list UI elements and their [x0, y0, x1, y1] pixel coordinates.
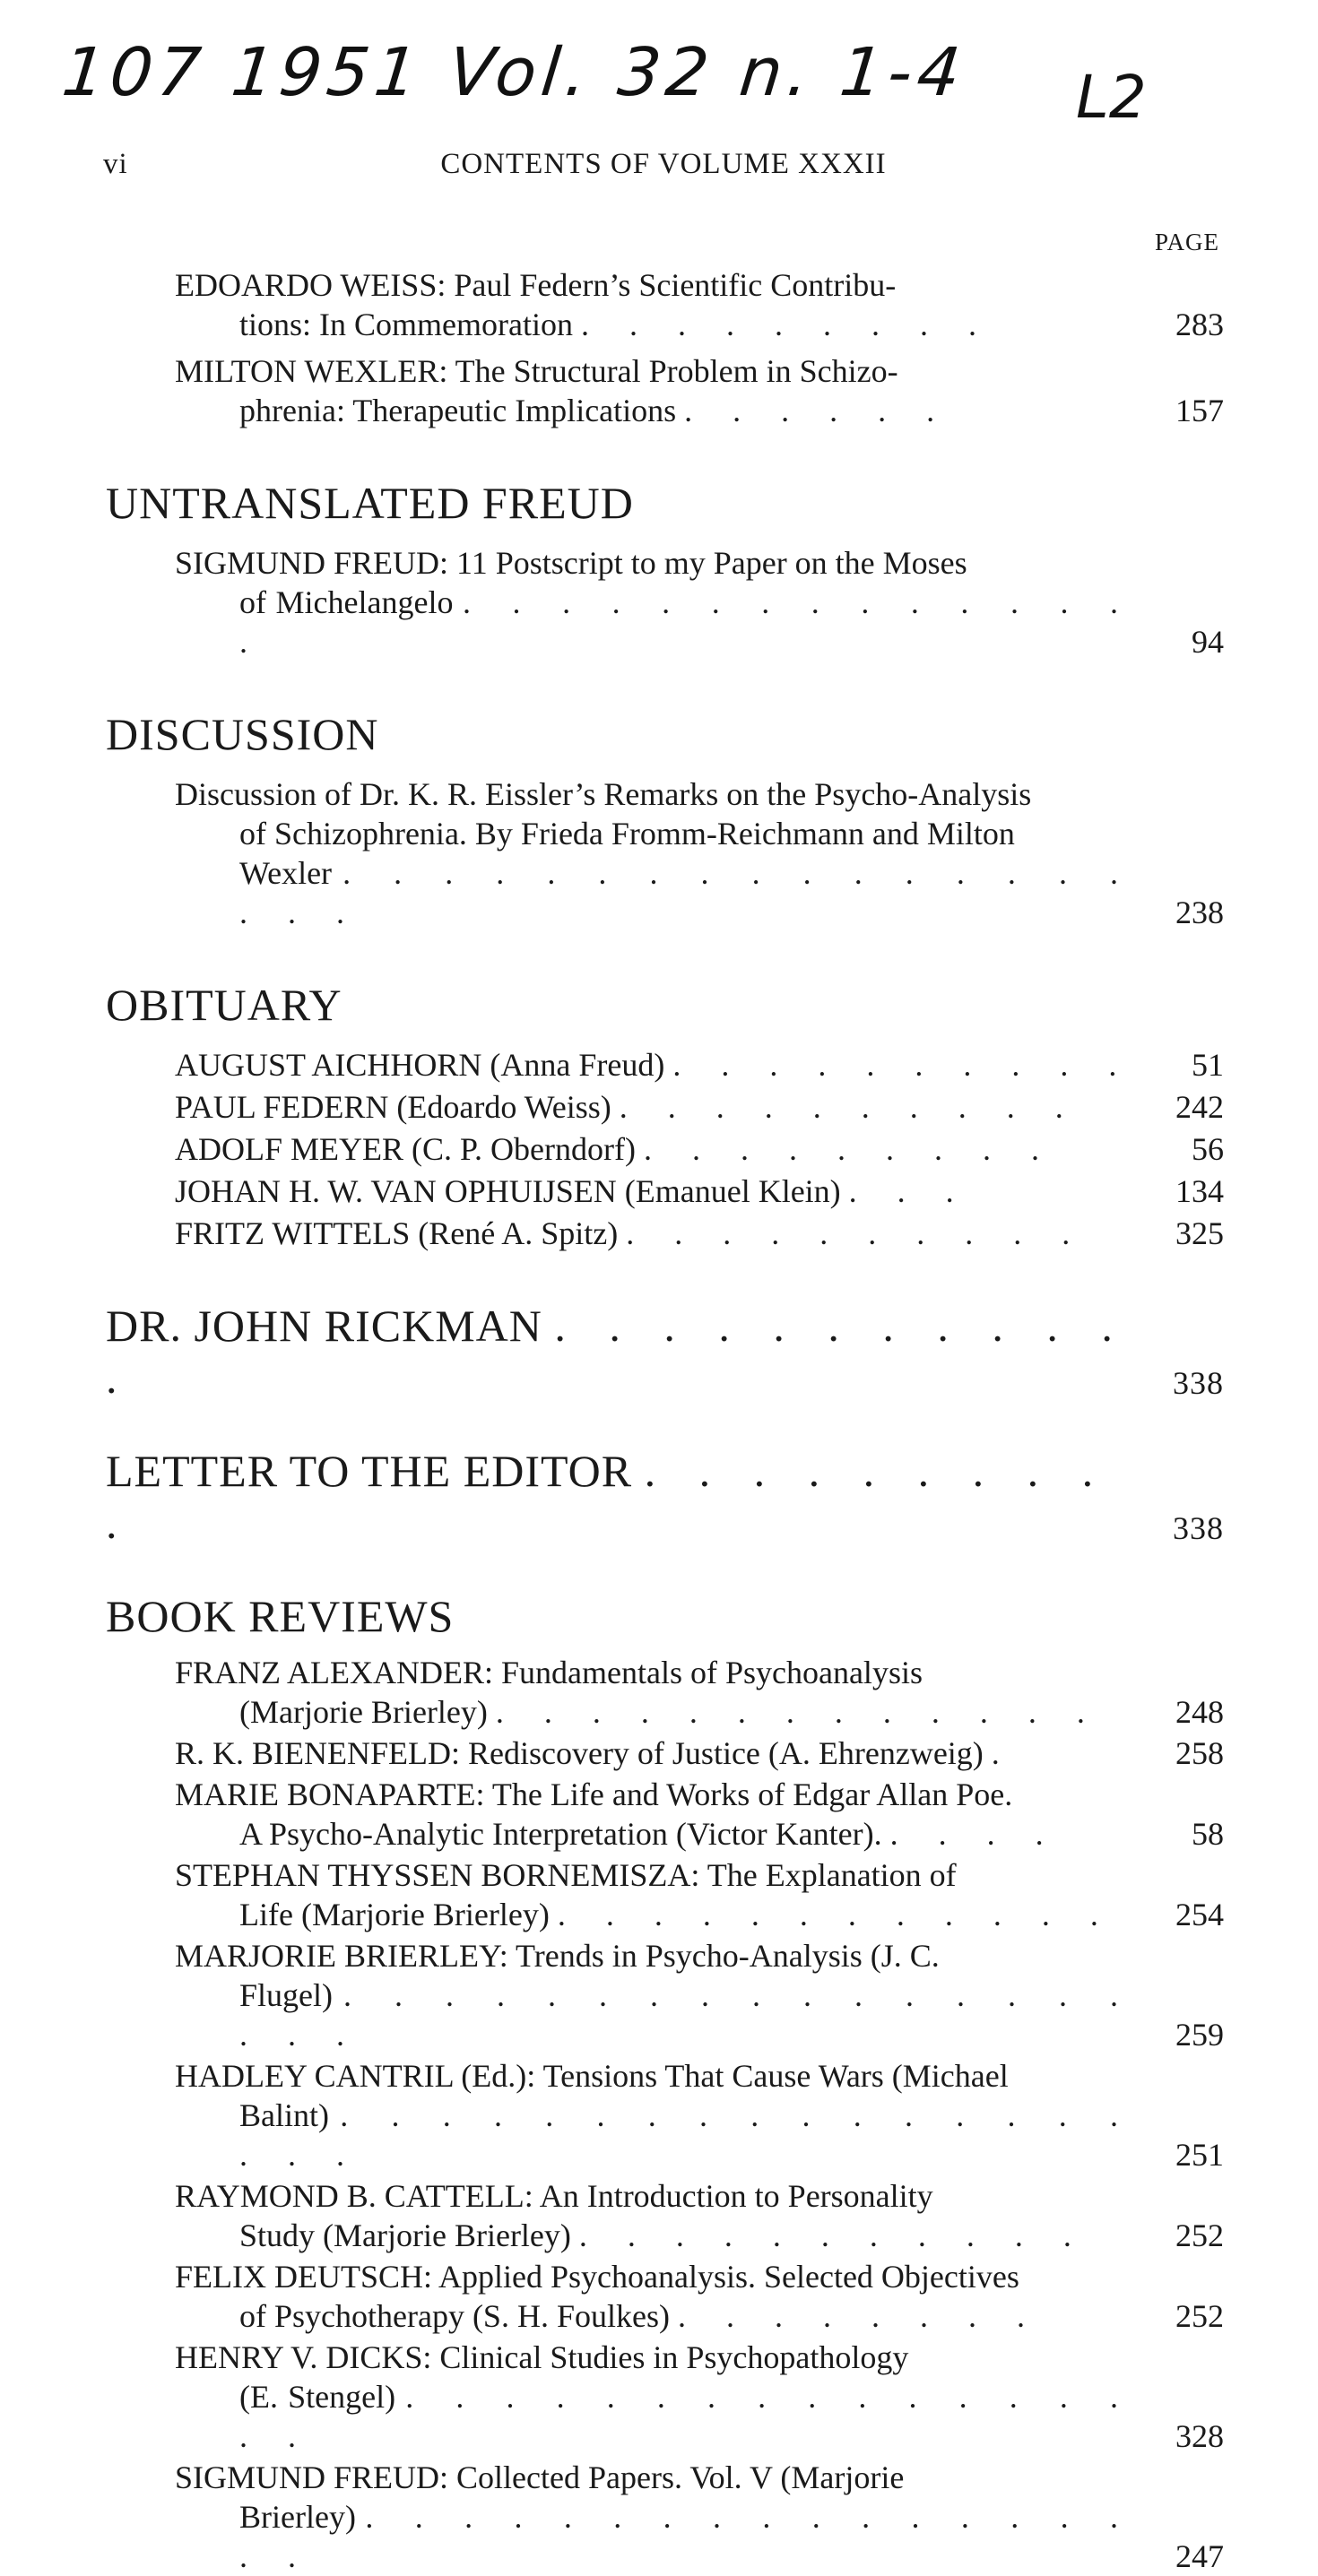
page-number: 258 — [1175, 1735, 1224, 1771]
dot-leader: . . . . . . . . . . . . — [106, 1301, 1129, 1403]
dot-leader: . . . . . . . . . . . . . . . . . . . — [239, 1977, 1134, 2053]
entry-line: Wexler — [239, 855, 333, 891]
toc-entry — [175, 1855, 1224, 1934]
toc-entry — [175, 2257, 1224, 2336]
entry-line: phrenia: Therapeutic Implications — [239, 393, 677, 428]
section-heading-untranslated-freud: UNTRANSLATED FREUD — [106, 478, 634, 528]
entry-line: of Michelangelo — [239, 584, 454, 620]
entry-line: FRANZ ALEXANDER: Fundamentals of Psychoanalysis — [175, 1655, 923, 1690]
entry-line: MARJORIE BRIERLEY: Trends in Psycho-Analysis (J. C. — [175, 1938, 940, 1974]
section-heading-rickman — [106, 1300, 1224, 1404]
toc-entry — [175, 774, 1224, 932]
page-number: 252 — [1175, 2298, 1224, 2334]
section-title: LETTER TO THE EDITOR — [106, 1446, 633, 1496]
entry-line: of Psychotherapy (S. H. Foulkes) — [239, 2298, 670, 2334]
page-number: 94 — [1192, 624, 1224, 660]
entry-line: (E. Stengel) — [239, 2379, 396, 2415]
toc-entry — [175, 2458, 1224, 2576]
page-number: 242 — [1175, 1089, 1224, 1125]
dot-leader: . . . — [848, 1173, 970, 1209]
entry-line: R. K. BIENENFELD: Rediscovery of Justice (A. Ehrenzweig) . — [175, 1735, 1000, 1771]
entry-line: RAYMOND B. CATTELL: An Introduction to Personality — [175, 2178, 933, 2214]
entry-line: FELIX DEUTSCH: Applied Psychoanalysis. Selected Objectives — [175, 2259, 1019, 2295]
page-number: 134 — [1175, 1173, 1224, 1209]
page-number: 51 — [1192, 1047, 1224, 1083]
dot-leader: . . . . . . . . . . . . . . . . . — [239, 2379, 1135, 2454]
dot-leader: . . . . — [889, 1816, 1060, 1852]
entry-line: Life (Marjorie Brierley) — [239, 1897, 550, 1932]
dot-leader: . . . . . . . . . . — [672, 1047, 1133, 1083]
dot-leader: . . . . . . . . . — [580, 307, 993, 342]
entry-line: ADOLF MEYER (C. P. Oberndorf) — [175, 1131, 636, 1167]
section-heading-discussion: DISCUSSION — [106, 709, 379, 759]
toc-entry — [175, 1214, 1224, 1253]
page-number: 338 — [1173, 1510, 1224, 1546]
page-number: 248 — [1175, 1694, 1224, 1730]
page-number: 58 — [1192, 1816, 1224, 1852]
toc-entry — [175, 1171, 1224, 1211]
toc-entry — [175, 351, 1224, 430]
dot-leader: . . . . . . . . . — [643, 1131, 1055, 1167]
contents-list — [0, 260, 1318, 2576]
toc-entry — [175, 1775, 1224, 1854]
dot-leader: . . . . . . . . . . — [626, 1215, 1087, 1251]
toc-entry — [175, 1936, 1224, 2054]
page-number: 338 — [1173, 1365, 1224, 1401]
page-title: CONTENTS OF VOLUME XXXII — [440, 148, 887, 180]
page-number: 157 — [1175, 393, 1224, 428]
entry-line: Flugel) — [239, 1977, 333, 2013]
entry-line: PAUL FEDERN (Edoardo Weiss) — [175, 1089, 611, 1125]
entry-line: A Psycho-Analytic Interpretation (Victor Kanter). — [239, 1816, 882, 1852]
entry-line: tions: In Commemoration — [239, 307, 573, 342]
entry-line: HADLEY CANTRIL (Ed.): Tensions That Cause Wars (Michael — [175, 2058, 1009, 2094]
section-heading-book-reviews: BOOK REVIEWS — [106, 1591, 455, 1641]
running-header — [103, 148, 1224, 181]
toc-entry — [175, 1653, 1224, 1732]
dot-leader: . . . . . . . . . . . . . . . . . . — [239, 2499, 1135, 2574]
dot-leader: . . . . . . . . . . . . . . . — [239, 584, 1135, 660]
toc-entry — [175, 265, 1224, 344]
toc-entry — [175, 2338, 1224, 2456]
dot-leader: . . . . . . . . . . . — [578, 2217, 1088, 2253]
entry-line: Discussion of Dr. K. R. Eissler’s Remarks on the Psycho-Analysis — [175, 776, 1032, 812]
entry-line: Balint) — [239, 2097, 329, 2133]
toc-entry — [175, 543, 1224, 661]
page-number: 328 — [1175, 2418, 1224, 2454]
page-number: 259 — [1175, 2017, 1224, 2053]
page-number: 238 — [1175, 895, 1224, 930]
section-title: DR. JOHN RICKMAN — [106, 1301, 542, 1351]
section-heading-letter — [106, 1445, 1224, 1549]
dot-leader: . . . . . . — [684, 393, 951, 428]
toc-entry — [175, 1045, 1224, 1085]
entry-line: JOHAN H. W. VAN OPHUIJSEN (Emanuel Klein) — [175, 1173, 841, 1209]
handwritten-catalog-note: 107 1951 Vol. 32 n. 1-4 — [58, 34, 969, 111]
section-heading-obituary: OBITUARY — [106, 980, 343, 1030]
dot-leader: . . . . . . . . . . . . . . . . . . . — [239, 2097, 1135, 2173]
dot-leader: . . . . . . . . . . . . . — [495, 1694, 1101, 1730]
entry-line: EDOARDO WEISS: Paul Federn’s Scientific Contribu- — [175, 267, 897, 303]
page-number: 247 — [1175, 2538, 1224, 2574]
entry-line: SIGMUND FREUD: 11 Postscript to my Paper on the Moses — [175, 545, 967, 581]
dot-leader: . . . . . . . . — [677, 2298, 1041, 2334]
toc-entry — [175, 1733, 1224, 1773]
page-column-label: PAGE — [1154, 229, 1219, 255]
page-number: 254 — [1175, 1897, 1224, 1932]
entry-line: MILTON WEXLER: The Structural Problem in Schizo- — [175, 353, 898, 389]
entry-line: (Marjorie Brierley) — [239, 1694, 488, 1730]
toc-entry — [175, 1129, 1224, 1169]
page-number: 251 — [1175, 2137, 1224, 2173]
page-number: 283 — [1175, 307, 1224, 342]
dot-leader: . . . . . . . . . . . . . . . . . . . — [239, 855, 1135, 930]
folio: vi — [103, 148, 128, 180]
entry-line: MARIE BONAPARTE: The Life and Works of Edgar Allan Poe. — [175, 1776, 1013, 1812]
entry-line: of Schizophrenia. By Frieda Fromm-Reichmann and Milton — [239, 816, 1015, 851]
entry-line: SIGMUND FREUD: Collected Papers. Vol. V (Marjorie — [175, 2459, 905, 2495]
entry-line: FRITZ WITTELS (René A. Spitz) — [175, 1215, 619, 1251]
dot-leader: . . . . . . . . . . . . — [557, 1897, 1114, 1932]
entry-line: STEPHAN THYSSEN BORNEMISZA: The Explanation of — [175, 1857, 957, 1893]
page-number: 56 — [1192, 1131, 1224, 1167]
entry-line: HENRY V. DICKS: Clinical Studies in Psychopathology — [175, 2339, 909, 2375]
toc-entry — [175, 2056, 1224, 2174]
dot-leader: . . . . . . . . . . — [619, 1089, 1080, 1125]
toc-entry — [175, 2176, 1224, 2255]
entry-line: Brierley) — [239, 2499, 356, 2535]
page-number: 252 — [1175, 2217, 1224, 2253]
toc-entry — [175, 1087, 1224, 1127]
dot-leader: . . . . . . . . . . — [106, 1446, 1110, 1548]
entry-line: Study (Marjorie Brierley) — [239, 2217, 571, 2253]
page-number: 325 — [1175, 1215, 1224, 1251]
handwritten-shelf-mark: L2 — [1076, 63, 1147, 132]
entry-line: AUGUST AICHHORN (Anna Freud) — [175, 1047, 665, 1083]
